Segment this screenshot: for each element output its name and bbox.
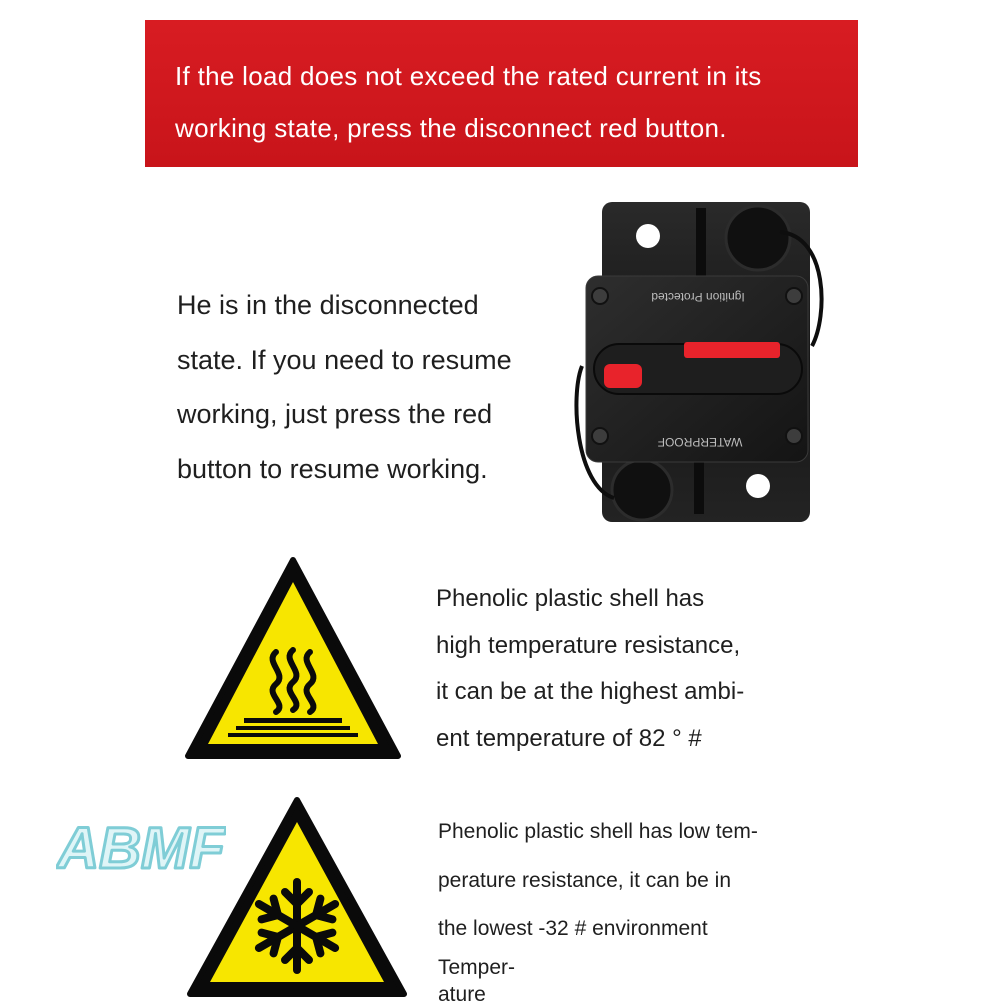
circuit-breaker-image [566, 196, 834, 526]
low-temp-line-1: Phenolic plastic shell has low tem- [438, 820, 758, 843]
state-description-line-2: state. If you need to resume [177, 344, 512, 375]
low-temp-line-5: ature [438, 982, 486, 1006]
mounting-hole-bottom [746, 474, 770, 498]
mounting-hole-top [636, 224, 660, 248]
state-description [177, 278, 512, 496]
high-temp-line-2: high temperature resistance, [436, 631, 741, 659]
low-temp-line-3: the lowest -32 # environment [438, 917, 708, 940]
state-description-line-3: working, just press the red [177, 399, 493, 429]
low-temperature-description [438, 808, 758, 1008]
rib-top [696, 208, 706, 278]
hot-surface-warning-icon [184, 556, 402, 762]
terminal-cap-top [726, 206, 790, 270]
state-description-line-1: He is in the disconnected [177, 290, 479, 320]
rib-bottom [694, 458, 704, 514]
reset-red-button [604, 364, 642, 388]
high-temperature-description [436, 576, 744, 762]
ignition-protected-label: Ignition Protected [651, 290, 745, 304]
terminal-cap-bottom [612, 460, 672, 520]
low-temp-line-4: Temper- [438, 955, 516, 979]
waterproof-label: WATERPROOF [657, 435, 743, 449]
state-description-line-4: button to resume working. [177, 453, 488, 484]
info-banner [145, 20, 858, 167]
banner-line-2: working state, press the disconnect red button. [175, 113, 727, 143]
high-temp-line-1: Phenolic plastic shell has [436, 585, 705, 612]
low-temp-line-2: perature resistance, it can be in [438, 868, 731, 892]
lever-red-tab [684, 342, 780, 358]
watermark-text: ABMF [57, 816, 225, 881]
high-temp-line-3: it can be at the highest ambi- [436, 678, 745, 705]
banner-line-1: If the load does not exceed the rated current in its [175, 61, 762, 91]
screw-top-left [592, 288, 608, 304]
abmf-watermark-logo [56, 808, 226, 888]
screw-top-right [786, 288, 802, 304]
high-temp-line-4: ent temperature of 82 ° # [436, 724, 702, 752]
screw-bottom-left [592, 428, 608, 444]
screw-bottom-right [786, 428, 802, 444]
